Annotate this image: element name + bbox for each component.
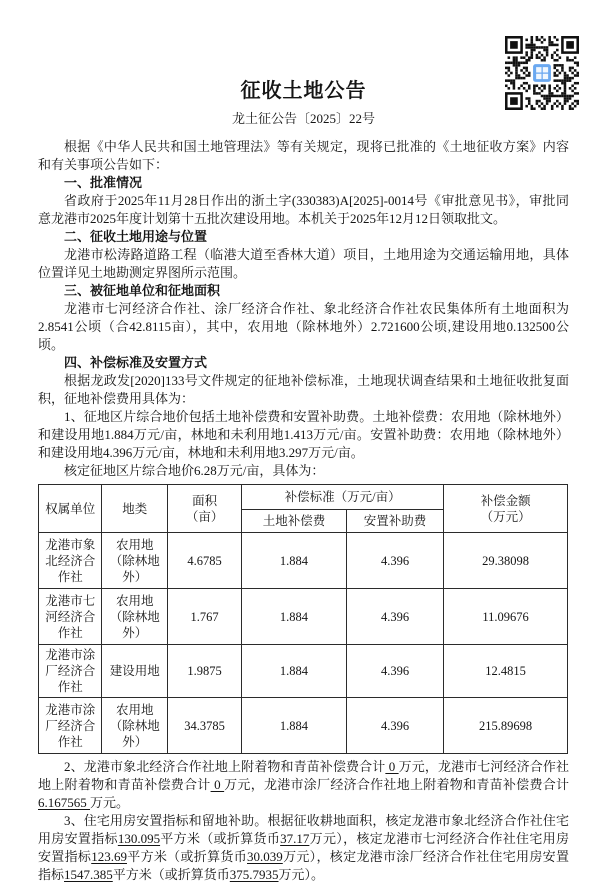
item2-value-xiangbei: 0: [385, 759, 399, 774]
item2-text: 万元，龙港市涂厂经济合作社地上附着物和青苗补偿费合计: [224, 777, 569, 792]
item3-text: 平方米（或折算货币: [112, 867, 230, 882]
item3-text: 平方米（或折算货币: [160, 831, 281, 846]
col-header-land-type: 地类: [102, 485, 168, 533]
item3-value-xiangbei-money: 37.17: [280, 831, 310, 846]
item2-text: 万元，龙港市七河经济合作社地上附着物和青苗补偿费合计: [38, 759, 569, 792]
cell-area: 34.3785: [168, 698, 242, 754]
col-header-area-line2: （亩）: [185, 509, 224, 524]
item2-text: 万元。: [90, 795, 130, 810]
qr-code-graphic: [505, 36, 579, 110]
cell-amount: 12.4815: [444, 645, 568, 698]
col-header-land-comp: 土地补偿费: [242, 510, 347, 533]
section-heading-compensation: 四、补偿标准及安置方式: [64, 355, 208, 370]
cell-land-comp: 1.884: [242, 645, 347, 698]
cell-area: 1.767: [168, 589, 242, 645]
col-header-amount: [444, 485, 568, 533]
cell-resettle: 4.396: [346, 698, 443, 754]
compensation-item-1b: 核定征地区片综合地价6.28万元/亩，具体为：: [64, 463, 325, 478]
item3-value-tuchang-sqm: 1547.385: [64, 867, 113, 882]
cell-amount: 215.89698: [444, 698, 568, 754]
document-body: [38, 138, 569, 884]
section-heading-approval: 一、批准情况: [64, 175, 143, 190]
item2-text: 2、龙港市象北经济合作社地上附着物和青苗补偿费合计: [64, 759, 386, 774]
cell-resettle: 4.396: [346, 533, 443, 589]
item2-value-qihe: 0: [210, 777, 225, 792]
compensation-table: [38, 484, 568, 754]
section-body-purpose-location: 龙港市松涛路道路工程（临港大道至香林大道）项目，土地用途为交通运输用地，具体位置详见土地勘测定界图所示范围。: [38, 247, 569, 280]
cell-amount: 11.09676: [444, 589, 568, 645]
section-body-compensation: 根据龙政发[2020]133号文件规定的征地补偿标准，土地现状调查结果和土地征收批复面积，征地补偿费用具体为：: [38, 373, 569, 406]
item2-value-tuchang: 6.167565: [38, 795, 90, 810]
table-row: [39, 698, 568, 754]
cell-land-type: 建设用地: [102, 645, 168, 698]
cell-land-comp: 1.884: [242, 589, 347, 645]
compensation-item-2: [38, 758, 569, 812]
cell-land-comp: 1.884: [242, 533, 347, 589]
col-header-resettle: 安置补助费: [346, 510, 443, 533]
cell-unit: 龙港市涂厂经济合作社: [39, 698, 102, 754]
cell-area: 4.6785: [168, 533, 242, 589]
cell-resettle: 4.396: [346, 645, 443, 698]
col-header-amount-line2: （万元）: [480, 509, 531, 524]
cell-land-type: 农用地（除林地外）: [102, 589, 168, 645]
col-header-area: [168, 485, 242, 533]
item3-text: 平方米（或折算货币: [126, 849, 248, 864]
section-body-units-area: 龙港市七河经济合作社、涂厂经济合作社、象北经济合作社农民集体所有土地面积为2.8541公顷（合42.8115亩），其中，农用地（除林地外）2.721600公顷,建设用地0.132500公顷。: [38, 301, 569, 352]
col-header-amount-line1: 补偿金额: [480, 493, 531, 508]
cell-unit: 龙港市象北经济合作社: [39, 533, 102, 589]
document-title: 征收土地公告: [240, 80, 367, 102]
item3-text: 万元），核定龙港市七河经济合作社住宅用房安置指标: [38, 831, 569, 864]
cell-unit: 龙港市涂厂经济合作社: [39, 645, 102, 698]
item3-value-xiangbei-sqm: 130.095: [117, 831, 161, 846]
section-body-approval: 省政府于2025年11月28日作出的浙土字(330383)A[2025]-0014号《审批意见书》，审批同意龙港市2025年度计划第十五批次建设用地。本机关于2025年12月12日领取批文。: [38, 193, 569, 226]
table-row: [39, 645, 568, 698]
cell-resettle: 4.396: [346, 589, 443, 645]
section-heading-purpose-location: 二、征收土地用途与位置: [64, 229, 208, 244]
item3-value-qihe-sqm: 123.69: [91, 849, 127, 864]
table-header-row-1: [39, 485, 568, 510]
section-heading-units-area: 三、被征地单位和征地面积: [64, 283, 221, 298]
qr-code: [505, 36, 579, 110]
item3-text: 3、住宅用房安置指标和留地补助。根据征收耕地面积，核定龙港市象北经济合作社住宅用房安置指标: [38, 813, 569, 846]
qr-center-logo: [533, 64, 551, 82]
intro-paragraph: 根据《中华人民共和国土地管理法》等有关规定，现将已批准的《土地征收方案》内容和有关事项公告如下：: [38, 139, 569, 172]
col-header-area-line1: 面积: [192, 493, 218, 508]
item3-value-tuchang-money: 375.7935: [229, 867, 279, 882]
compensation-item-1: 1、征地区片综合地价包括土地补偿费和安置补助费。土地补偿费：农用地（除林地外）和建设用地1.884万元/亩，林地和未利用地1.413万元/亩。安置补助费：农用地（除林地外）和建设用地4.396万元/亩，林地和未利用地3.297万元/亩。: [38, 409, 569, 460]
cell-land-comp: 1.884: [242, 698, 347, 754]
table-row: [39, 589, 568, 645]
col-header-unit: 权属单位: [39, 485, 102, 533]
table-row: [39, 533, 568, 589]
item3-text: 万元），核定龙港市涂厂经济合作社住宅用房安置指标: [38, 849, 569, 882]
cell-amount: 29.38098: [444, 533, 568, 589]
col-header-comp-standard: 补偿标准（万元/亩）: [242, 485, 444, 510]
item3-text: 万元）。: [278, 867, 325, 882]
item3-value-qihe-money: 30.039: [247, 849, 283, 864]
document-number: 龙土征公告〔2025〕22号: [231, 111, 375, 126]
cell-land-type: 农用地（除林地外）: [102, 533, 168, 589]
cell-land-type: 农用地（除林地外）: [102, 698, 168, 754]
compensation-item-3: [38, 812, 569, 884]
cell-area: 1.9875: [168, 645, 242, 698]
cell-unit: 龙港市七河经济合作社: [39, 589, 102, 645]
